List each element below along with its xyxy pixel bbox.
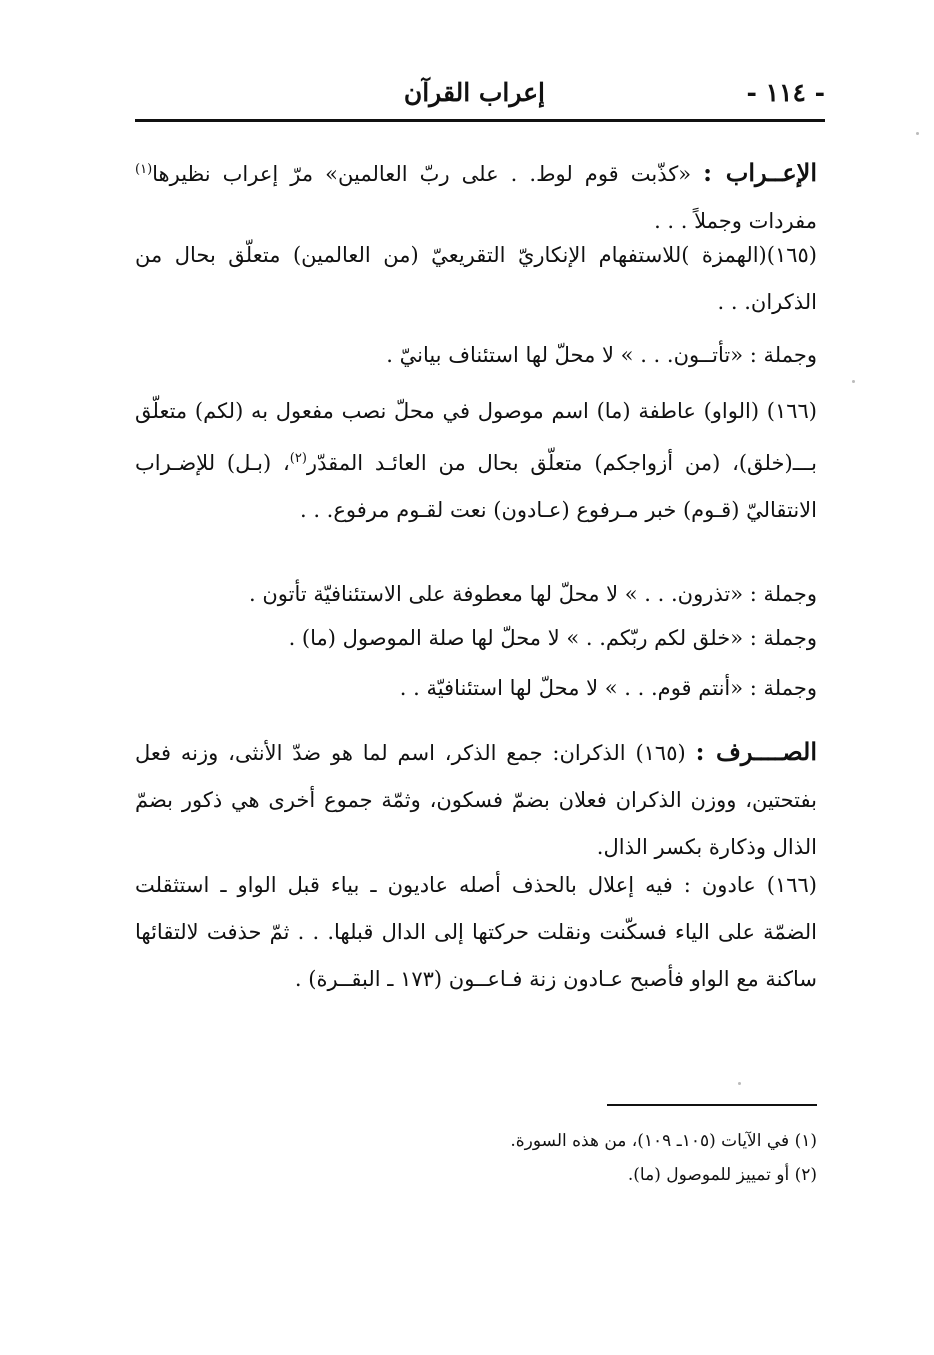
paragraph-166	[135, 388, 835, 534]
page-header	[135, 76, 825, 116]
footnote-1: (١) في الآيات (١٠٥ـ ١٠٩)، من هذه السورة.	[510, 1131, 817, 1151]
irab-paragraph	[135, 146, 817, 245]
irab-text-end: مفردات وجملاً . . .	[654, 209, 817, 233]
sentence-tadhurun: وجملة : «تذرون. . . » لا محلّ لها معطوفة على الاستئنافيّة تأتون .	[248, 582, 817, 606]
book-title: إعراب القرآن	[403, 78, 545, 107]
scan-speck	[852, 380, 855, 383]
irab-text: «كذّبت قوم لوط. . على ربّ العالمين» مرّ إعراب نظيرها	[152, 162, 692, 186]
scan-speck	[738, 1082, 741, 1085]
sentence-khalaqa: وجملة : «خلق لكم ربّكم. . » لا محلّ لها صلة الموصول (ما) .	[288, 626, 817, 650]
header-rule	[135, 119, 825, 122]
irab-heading: الإعــراب :	[703, 158, 817, 187]
page-number: - ١١٤ -	[746, 78, 825, 107]
sarf-text: (١٦٥) الذكران: جمع الذكر، اسم لما هو ضدّ الأنثى، وزنه فعل بفتحتين، ووزن الذكران فعلان بضمّ فسكون، وثمّة جموع أخرى هي ذكور بضمّ الذال وذكارة بكسر الذال.	[135, 741, 817, 859]
footnote-2: (٢) أو تمييز للموصول (ما).	[627, 1165, 817, 1185]
sentence-ta-tun: وجملة : «تأتــون. . . » لا محلّ لها استئناف بيانيّ .	[386, 343, 817, 367]
sarf-paragraph	[135, 728, 817, 871]
paragraph-166-sarf: (١٦٦) عادون : فيه إعلال بالحذف أصله عاديون ـ بياء قبل الواو ـ استثقلت الضمّة على الياء فسكّنت ونقلت حركتها إلى الدال قبلها. . . ثمّ حذفت لالتقائها ساكنة مع الواو فأصبح عـادون زنة فـاعــون (١٧٣ ـ البقــرة) .	[135, 873, 817, 991]
paragraph-166-text-end: ، (بـل) للإضـراب الانتقاليّ (قـوم) خبر مـرفوع (عـادون) نعت لقـوم مرفوع. . .	[135, 451, 817, 522]
footnote-ref-1: (١)	[135, 162, 153, 177]
sentence-antum: وجملة : «أنتم قوم. . . » لا محلّ لها استئنافيّة . .	[399, 676, 817, 700]
footnote-ref-2: (٢)	[289, 451, 307, 466]
footnote-rule	[607, 1104, 817, 1106]
scan-speck	[916, 132, 919, 135]
paragraph-165: (١٦٥)(الهمزة )للاستفهام الإنكاريّ التقريعيّ (من العالمين) متعلّق بحال من الذكران. . .	[135, 243, 817, 314]
paragraph-166-text: (١٦٦) (الواو) عاطفة (ما) اسم موصول في محلّ نصب مفعول به (لكم) متعلّق بـــ(خلق)، (من أزواجكم) متعلّق بحال من العائـد المقدّر	[135, 399, 817, 475]
sarf-heading: الصــــرف :	[695, 737, 817, 766]
